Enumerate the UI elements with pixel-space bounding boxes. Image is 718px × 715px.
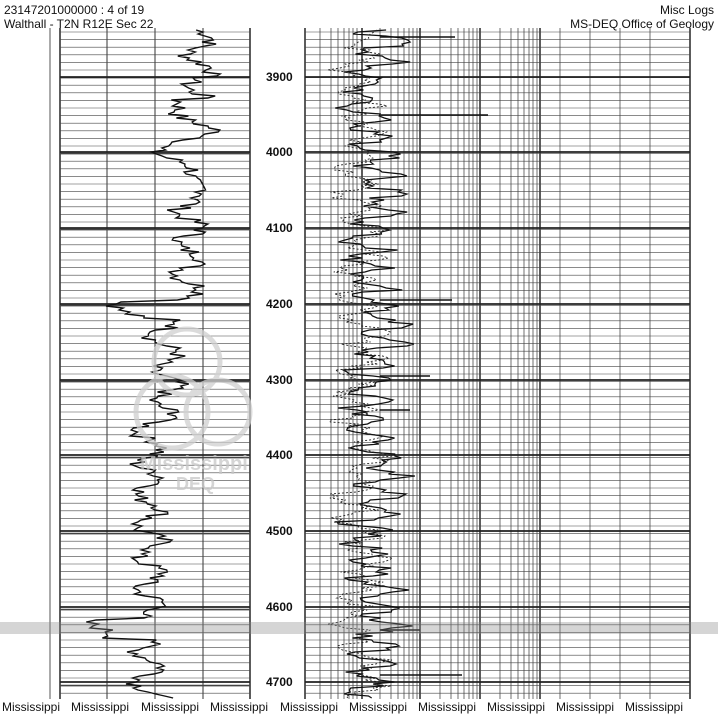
footer-watermark-item: Mississippi	[2, 700, 61, 714]
location-line: Walthall - T2N R12E Sec 22	[4, 17, 154, 31]
depth-label: 4400	[266, 448, 293, 462]
footer-watermark-item: Mississippi	[418, 700, 477, 714]
footer-watermark-item: Mississippi	[556, 700, 615, 714]
footer-watermark-item: Mississippi	[625, 700, 684, 714]
log-curves	[86, 30, 488, 698]
category-label: Misc Logs	[659, 3, 714, 17]
footer-watermark-strip	[0, 699, 718, 715]
depth-label: 4000	[266, 145, 293, 159]
depth-label: 4300	[266, 373, 293, 387]
depth-label: 3900	[266, 70, 293, 84]
scan-fold-band	[0, 622, 718, 634]
mississippi-deq-watermark	[136, 329, 250, 494]
footer-watermark-item: Mississippi	[141, 700, 200, 714]
footer-watermark-item: Mississippi	[487, 700, 546, 714]
depth-label: 4700	[266, 675, 293, 689]
footer-watermark-item: Mississippi	[349, 700, 408, 714]
footer-watermark-item: Mississippi	[210, 700, 269, 714]
office-label: MS-DEQ Office of Geology	[570, 17, 714, 31]
depth-scale	[266, 70, 293, 689]
watermark-text-line1: Mississippi	[140, 453, 248, 475]
depth-label: 4100	[266, 221, 293, 235]
footer-watermark-item: Mississippi	[71, 700, 130, 714]
depth-label: 4500	[266, 524, 293, 538]
depth-label: 4200	[266, 297, 293, 311]
watermark-text-line2: DEQ	[176, 474, 216, 494]
depth-label: 4600	[266, 600, 293, 614]
footer-watermark-item: Mississippi	[280, 700, 339, 714]
resistivity-curve-deep	[335, 30, 415, 698]
document-id-line: 23147201000000 : 4 of 19	[4, 3, 145, 17]
